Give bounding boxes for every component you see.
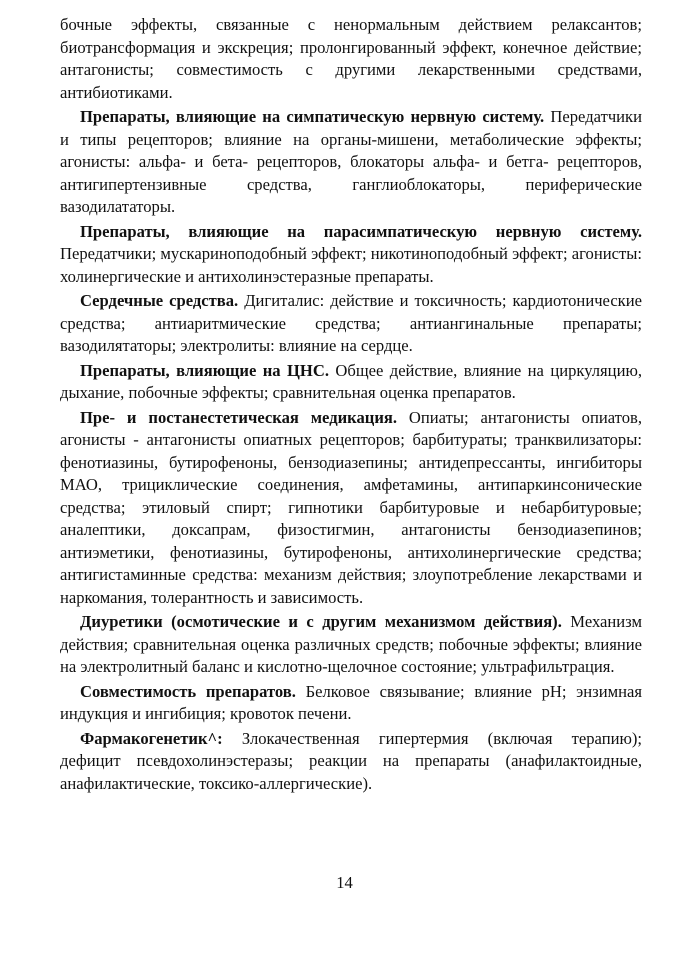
- section-pharmacogenetics: [60, 728, 642, 796]
- section-parasympathetic: [60, 221, 642, 289]
- section-text: Механизм действия; сравнительная оценка различных средств; побочные эффекты; влияние на электролитный баланс и кислотно-щелочное состояние; ультрафильтрация.: [60, 612, 642, 676]
- section-text: Дигиталис: действие и токсичность; кардиотонические средства; антиаритмические средства; антиангинальные препараты; вазодилятаторы; электролиты: влияние на сердце.: [60, 291, 642, 355]
- section-text: Опиаты; антагонисты опиатов, агонисты - антагонисты опиатных рецепторов; барбитураты; транквилизаторы: фенотиазины, бутирофеноны, бензодиазепины; антидепрессанты, ингибиторы МАО, трициклические соединения, амфетамины, антипаркинсонические средства; этиловый спирт; гипнотики барбитуровые и небарбитуровые; аналептики, доксапрам, физостигмин, антагонисты бензодиазепинов; антиэметики, фенотиазины, бутирофеноны, антихолинергические средства; антигистаминные средства: механизм действия; злоупотребление лекарствами и наркомания, толерантность и зависимость.: [60, 407, 642, 607]
- section-diuretics: [60, 611, 642, 679]
- section-cardiac: [60, 290, 642, 358]
- section-cns: [60, 360, 642, 405]
- section-heading: Препараты, влияющие на ЦНС.: [80, 360, 329, 380]
- section-text: Передатчики; мускариноподобный эффект; никотиноподобный эффект; агонисты: холинергические и антихолинэстеразные препараты.: [60, 244, 642, 286]
- section-text: Злокачественная гипертермия (включая терапию); дефицит псевдохолинэстеразы; реакции на препараты (анафилактоидные, анафилактические, токсико-аллергические).: [60, 728, 642, 793]
- paragraph-text: бочные эффекты, связанные с ненормальным действием релаксантов; биотрансформация и экскреция; пролонгированный эффект, конечное действие; антагонисты; совместимость с другими лекарственными средствами, антибиотиками.: [60, 15, 642, 102]
- section-heading: Сердечные средства.: [80, 291, 239, 310]
- page-body: [60, 14, 642, 797]
- section-heading: Пре- и постанестетическая медикация.: [80, 407, 398, 427]
- section-compatibility: [60, 681, 642, 726]
- section-heading: Препараты, влияющие на парасимпатическую нервную систему.: [80, 221, 642, 241]
- section-text: Общее действие, влияние на циркуляцию, дыхание, побочные эффекты; сравнительная оценка препаратов.: [60, 360, 642, 402]
- section-heading: Совместимость препаратов.: [80, 681, 296, 701]
- page-number: 14: [336, 873, 353, 892]
- section-heading: Диуретики (осмотические и с другим механизмом действия).: [80, 612, 562, 631]
- section-premedication: [60, 407, 642, 610]
- paragraph-continued: [60, 14, 642, 104]
- section-heading: Фармакогенетик^:: [80, 728, 223, 748]
- section-text: Передатчики и типы рецепторов; влияние на органы-мишени, метаболические эффекты; агонисты: альфа- и бета- рецепторов, блокаторы альфа- и бетга- рецепторов, антигипертензивные средства, ганглиоблокаторы, периферические вазодилататоры.: [60, 107, 642, 216]
- section-heading: Препараты, влияющие на симпатическую нервную систему.: [80, 107, 545, 126]
- section-sympathetic: [60, 106, 642, 219]
- section-text: Белковое связывание; влияние рН; энзимная индукция и ингибиция; кровоток печени.: [60, 681, 642, 723]
